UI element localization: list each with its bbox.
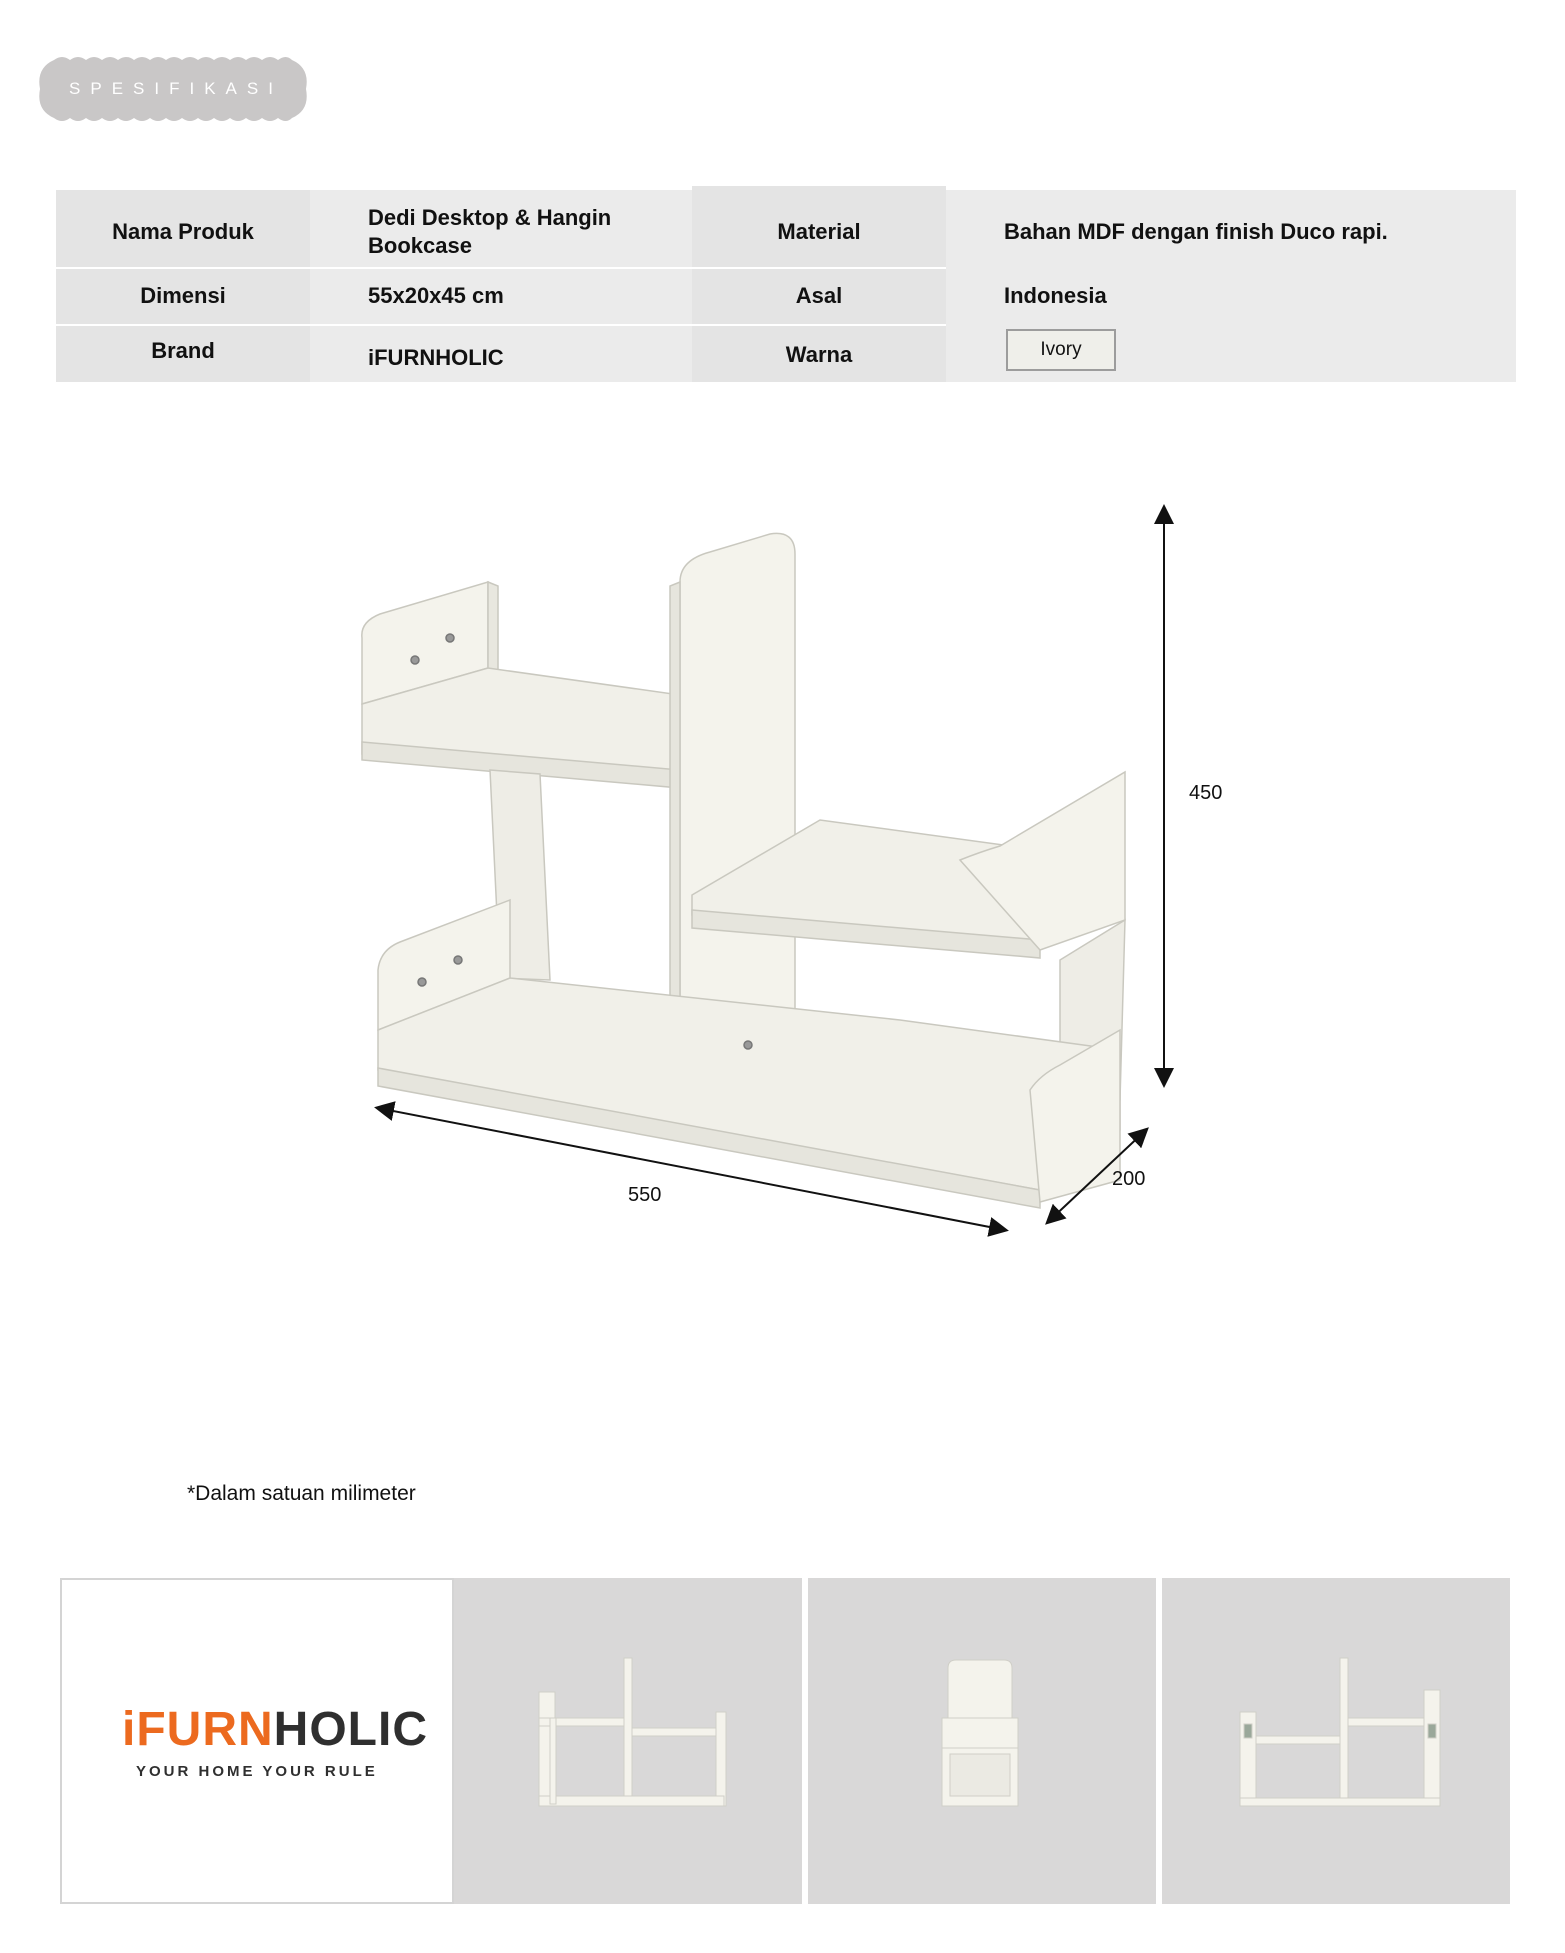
label-product-name: Nama Produk bbox=[112, 219, 254, 244]
value-origin: Indonesia bbox=[1004, 283, 1107, 308]
product-thumbnail-front[interactable] bbox=[454, 1578, 802, 1904]
brand-tagline: YOUR HOME YOUR RULE bbox=[136, 1763, 378, 1780]
product-thumbnail-side[interactable] bbox=[808, 1578, 1156, 1904]
label-dimension: Dimensi bbox=[140, 283, 226, 308]
bookcase-illustration bbox=[340, 490, 1240, 1250]
product-dimension-diagram bbox=[340, 490, 1240, 1250]
brand-logo-card bbox=[60, 1578, 454, 1904]
thumbnail-image bbox=[808, 1578, 1156, 1904]
row-divider bbox=[56, 267, 946, 269]
thumbnail-image bbox=[454, 1578, 802, 1904]
row-divider bbox=[56, 324, 946, 326]
dimension-depth: 200 bbox=[1112, 1168, 1146, 1190]
unit-note: *Dalam satuan milimeter bbox=[187, 1482, 416, 1505]
label-color: Warna bbox=[785, 342, 853, 367]
label-brand: Brand bbox=[151, 338, 215, 363]
product-thumbnail-back[interactable] bbox=[1162, 1578, 1510, 1904]
label-material: Material bbox=[777, 219, 861, 244]
value-brand: iFURNHOLIC bbox=[368, 345, 504, 370]
value-material: Bahan MDF dengan finish Duco rapi. bbox=[1004, 219, 1388, 244]
badge-label: SPESIFIKASI bbox=[69, 79, 283, 98]
value-dimension: 55x20x45 cm bbox=[368, 283, 504, 308]
spec-table bbox=[56, 190, 1516, 382]
dimension-width: 550 bbox=[628, 1184, 662, 1206]
thumbnail-image bbox=[1162, 1578, 1510, 1904]
label-origin: Asal bbox=[795, 283, 843, 308]
brand-logo: iFURNHOLIC bbox=[122, 1703, 428, 1756]
section-badge bbox=[36, 54, 310, 124]
value-product-name: Dedi Desktop & Hangin Bookcase bbox=[368, 205, 612, 258]
color-swatch: Ivory bbox=[1006, 329, 1116, 371]
dimension-height: 450 bbox=[1189, 782, 1223, 804]
